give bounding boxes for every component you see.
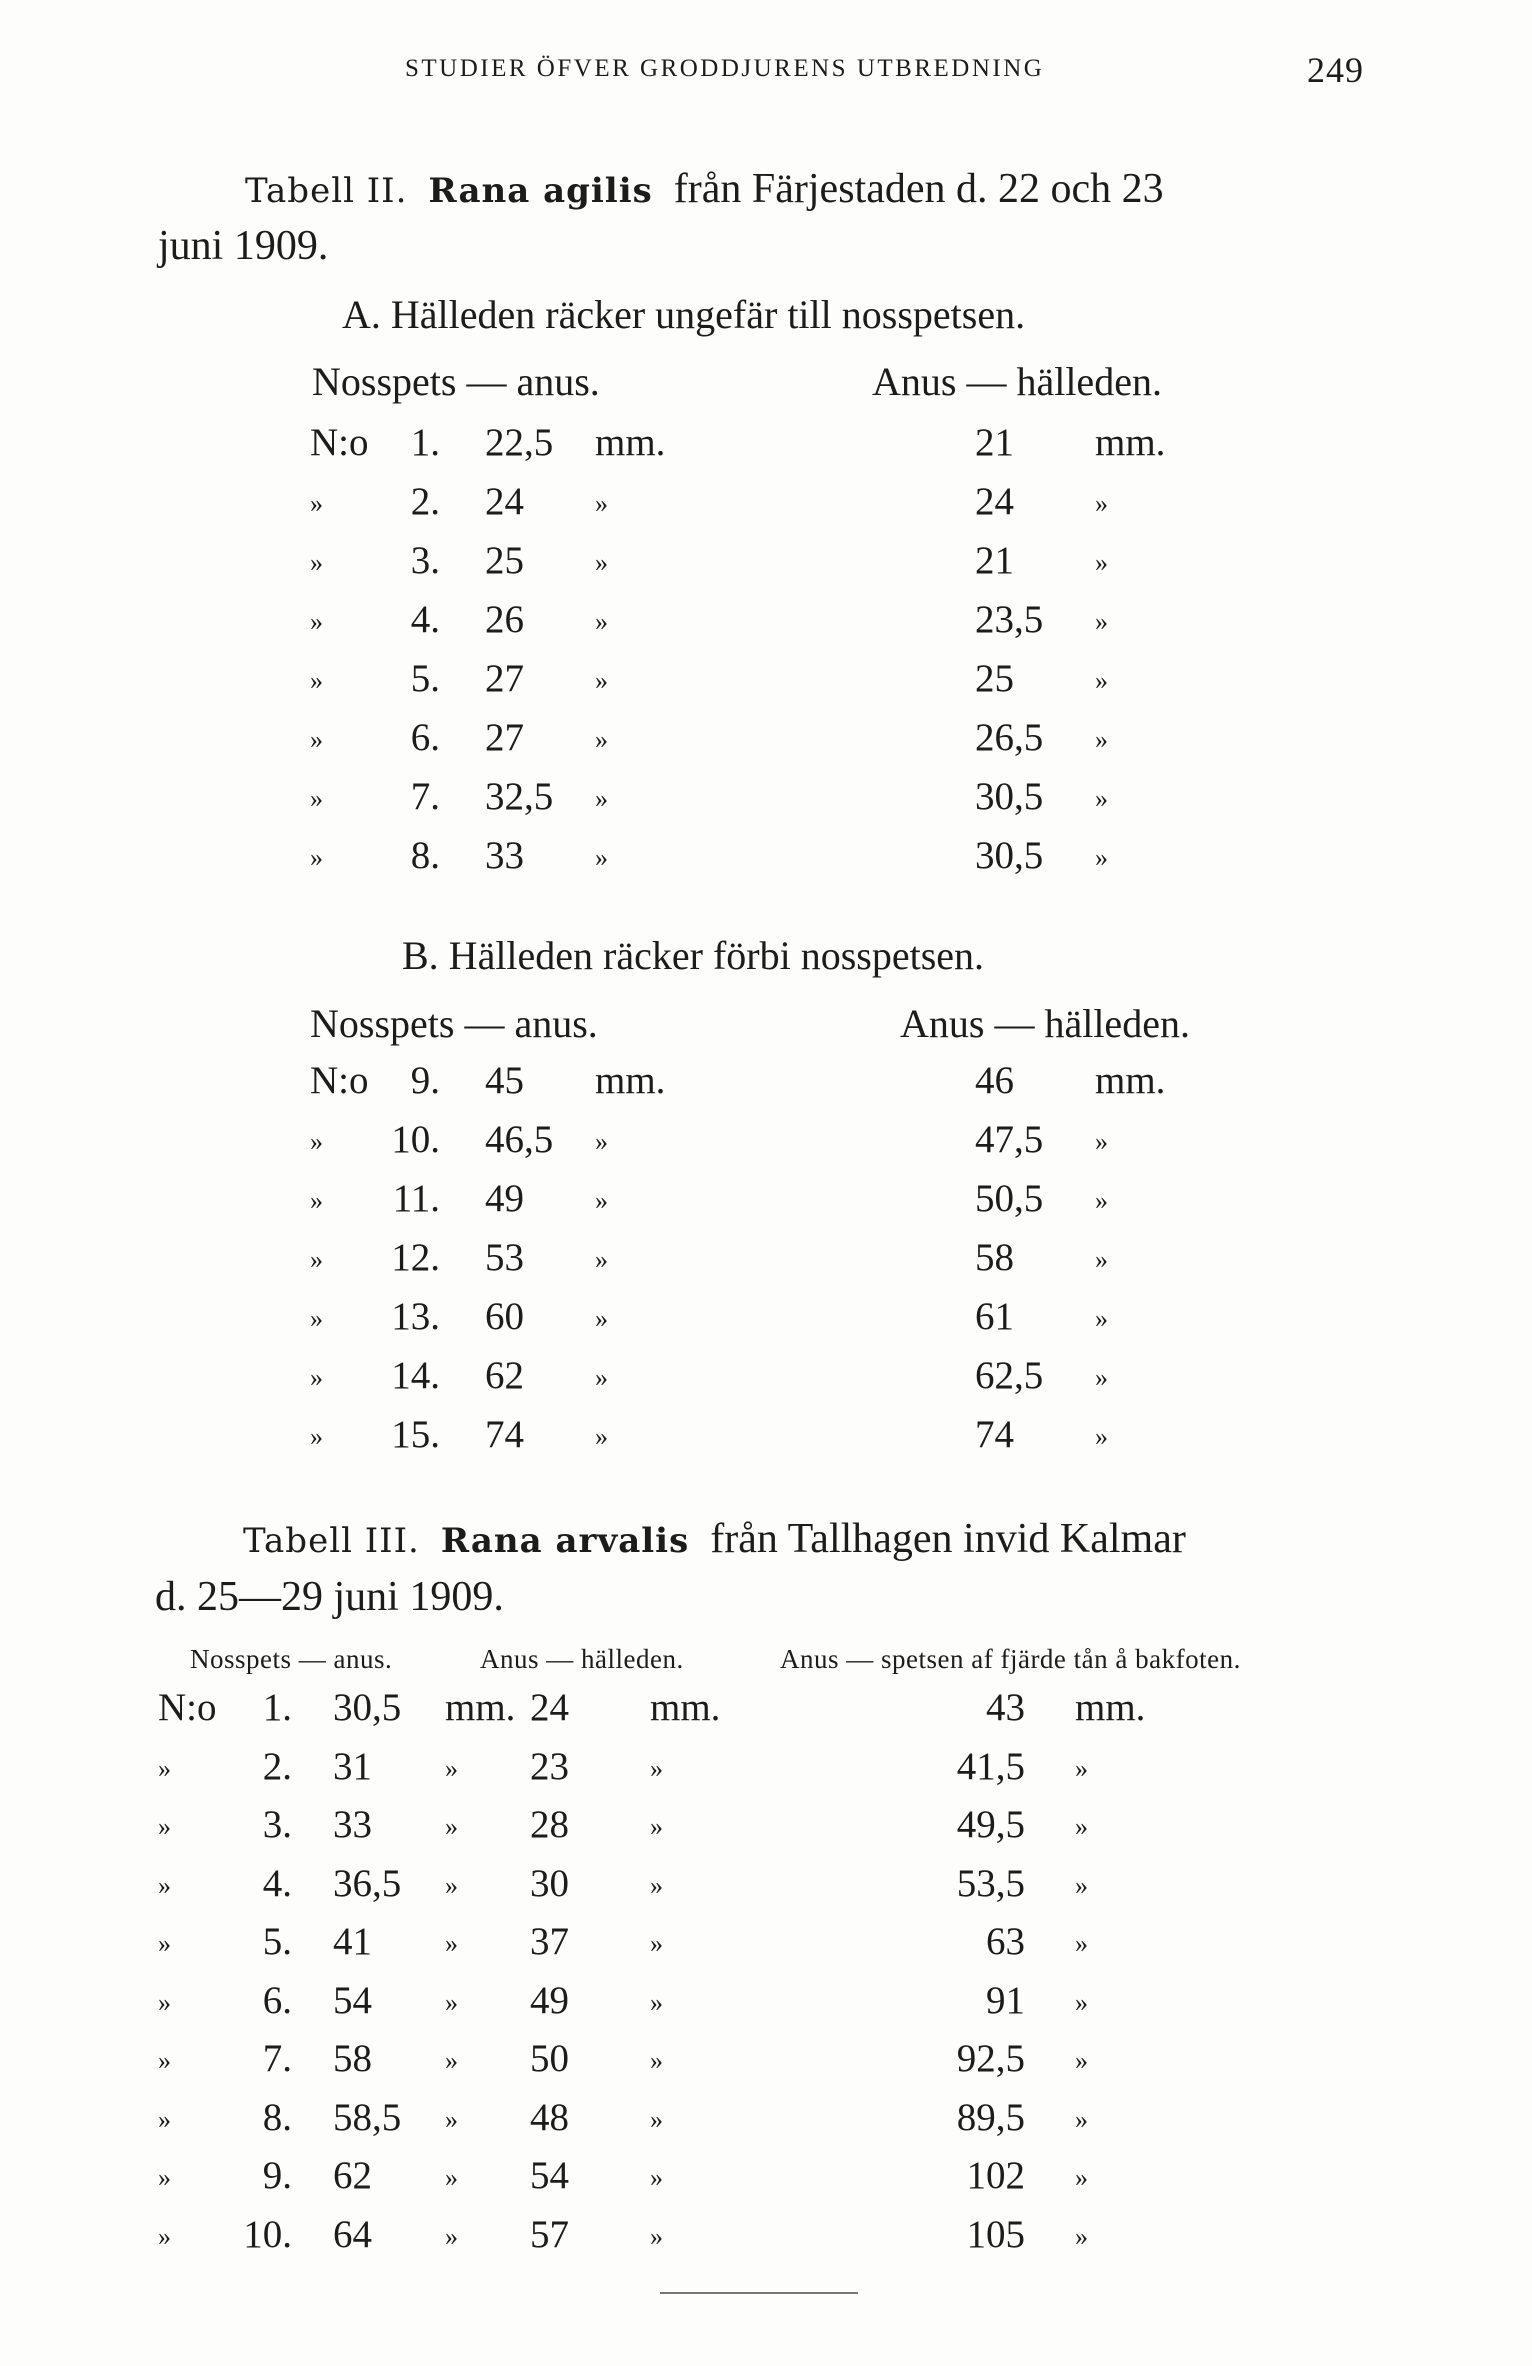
anus-halleden-unit: »: [1095, 784, 1108, 813]
anus-halleden-unit: mm.: [1095, 421, 1166, 464]
nosspets-anus-value: 32,5: [485, 775, 554, 818]
nosspets-anus-value: 33: [333, 1803, 372, 1846]
anus-fourth-toe-value: 102: [966, 2154, 1025, 2197]
row-prefix: »: [310, 725, 323, 754]
row-number: 10.: [243, 2212, 292, 2256]
anus-halleden-unit: mm.: [1095, 1059, 1166, 1102]
anus-halleden-unit: »: [1095, 1245, 1108, 1274]
table-row: [0, 656, 1532, 706]
anus-halleden-unit: »: [1095, 489, 1108, 518]
anus-halleden-unit: »: [1095, 666, 1108, 695]
row-number: 4.: [410, 598, 440, 641]
nosspets-anus-value: 53: [485, 1236, 524, 1279]
nosspets-anus-unit: »: [595, 1127, 608, 1156]
anus-halleden-unit: »: [1095, 1422, 1108, 1451]
anus-halleden-value: 57: [530, 2212, 569, 2256]
table3-caption: [243, 1515, 1186, 1563]
row-prefix: »: [310, 1422, 323, 1451]
table-row: [0, 1685, 1532, 1735]
row-prefix: »: [310, 607, 323, 636]
table-row: [0, 1058, 1532, 1108]
anus-halleden-unit: »: [650, 1812, 663, 1841]
anus-halleden-value: 24: [530, 1686, 569, 1729]
table3-col1-header: Nosspets — anus.: [190, 1644, 393, 1674]
anus-halleden-unit: »: [1095, 843, 1108, 872]
anus-fourth-toe-unit: »: [1075, 1753, 1088, 1783]
section-a-heading: A. Hälleden räcker ungefär till nosspetsen.: [342, 292, 1026, 337]
table3-caption-rest: från Tallhagen invid Kalmar: [710, 1516, 1186, 1562]
row-prefix: N:o: [310, 1059, 369, 1102]
nosspets-anus-unit: »: [445, 1812, 458, 1841]
nosspets-anus-value: 46,5: [485, 1118, 554, 1161]
anus-halleden-value: 23: [530, 1744, 569, 1788]
anus-halleden-value: 61: [975, 1295, 1014, 1338]
anus-halleden-value: 54: [530, 2154, 569, 2197]
row-number: 13.: [391, 1295, 440, 1338]
nosspets-anus-unit: »: [445, 2104, 458, 2134]
anus-halleden-unit: »: [650, 1870, 663, 1900]
anus-halleden-unit: »: [650, 2104, 663, 2134]
table-row: [0, 774, 1532, 824]
nosspets-anus-unit: mm.: [445, 1686, 516, 1729]
anus-fourth-toe-value: 91: [986, 1978, 1025, 2022]
anus-halleden-value: 30,5: [975, 834, 1044, 877]
anus-halleden-unit: »: [1095, 1304, 1108, 1333]
table-row: [0, 1353, 1532, 1403]
nosspets-anus-unit: »: [595, 1363, 608, 1392]
anus-fourth-toe-unit: »: [1075, 1812, 1088, 1841]
section-a-col2-header: Anus — hälleden.: [872, 359, 1162, 404]
anus-halleden-unit: »: [650, 2163, 663, 2192]
table-row: [0, 2153, 1532, 2203]
row-prefix: »: [158, 2104, 171, 2134]
nosspets-anus-value: 31: [333, 1744, 372, 1788]
table-row: [0, 2212, 1532, 2262]
anus-halleden-unit: »: [650, 2221, 663, 2251]
table-row: [0, 1294, 1532, 1344]
anus-halleden-unit: »: [650, 1929, 663, 1958]
nosspets-anus-unit: »: [595, 1186, 608, 1215]
table-row: [0, 479, 1532, 529]
nosspets-anus-unit: mm.: [595, 421, 666, 464]
nosspets-anus-value: 74: [485, 1413, 524, 1456]
nosspets-anus-value: 27: [485, 657, 524, 700]
anus-halleden-value: 30: [530, 1861, 569, 1905]
anus-halleden-unit: »: [1095, 1186, 1108, 1215]
table-row: [0, 833, 1532, 883]
table-row: [0, 1117, 1532, 1167]
section-a-col1-header: Nosspets — anus.: [312, 359, 600, 404]
anus-fourth-toe-value: 49,5: [956, 1803, 1025, 1846]
row-prefix: »: [310, 548, 323, 577]
table3-label: Tabell III.: [243, 1521, 420, 1561]
anus-halleden-unit: »: [1095, 1127, 1108, 1156]
row-prefix: »: [158, 2221, 171, 2251]
row-number: 2.: [410, 480, 440, 523]
row-prefix: »: [158, 1753, 171, 1783]
nosspets-anus-unit: »: [445, 1870, 458, 1900]
nosspets-anus-value: 33: [485, 834, 524, 877]
nosspets-anus-value: 30,5: [333, 1686, 402, 1729]
nosspets-anus-unit: »: [445, 2163, 458, 2192]
nosspets-anus-value: 58: [333, 2037, 372, 2080]
row-number: 14.: [391, 1354, 440, 1397]
table-row: [0, 1802, 1532, 1852]
table2-label: Tabell II.: [245, 171, 408, 211]
anus-halleden-value: 49: [530, 1978, 569, 2022]
anus-fourth-toe-unit: »: [1075, 2046, 1088, 2075]
anus-halleden-value: 37: [530, 1920, 569, 1963]
anus-halleden-unit: »: [1095, 607, 1108, 636]
row-number: 11.: [392, 1177, 440, 1220]
nosspets-anus-unit: »: [595, 607, 608, 636]
table2-species: Rana agilis: [428, 171, 653, 211]
nosspets-anus-unit: »: [595, 548, 608, 577]
row-number: 3.: [262, 1803, 292, 1846]
table3-species: Rana arvalis: [440, 1521, 690, 1561]
row-number: 5.: [262, 1920, 292, 1963]
running-head-title: STUDIER ÖFVER GRODDJURENS UTBREDNING: [405, 55, 1045, 82]
row-number: 7.: [262, 2037, 292, 2080]
nosspets-anus-unit: »: [595, 1304, 608, 1333]
row-prefix: »: [310, 1363, 323, 1392]
row-number: 15.: [391, 1413, 440, 1456]
table3-col2-header: Anus — hälleden.: [480, 1644, 684, 1674]
row-number: 6.: [410, 716, 440, 759]
nosspets-anus-unit: »: [595, 1245, 608, 1274]
row-prefix: »: [158, 1812, 171, 1841]
table2-caption-rest: från Färjestaden d. 22 och 23: [673, 166, 1164, 212]
table-row: [0, 1744, 1532, 1794]
anus-fourth-toe-value: 92,5: [956, 2037, 1025, 2080]
nosspets-anus-unit: »: [595, 784, 608, 813]
anus-halleden-value: 25: [975, 657, 1014, 700]
row-prefix: »: [310, 784, 323, 813]
nosspets-anus-unit: »: [445, 1987, 458, 2017]
row-number: 8.: [410, 834, 440, 877]
row-number: 9.: [262, 2154, 292, 2197]
anus-fourth-toe-value: 63: [986, 1920, 1025, 1963]
nosspets-anus-value: 41: [333, 1920, 372, 1963]
anus-halleden-value: 28: [530, 1803, 569, 1846]
row-prefix: »: [158, 1929, 171, 1958]
anus-fourth-toe-unit: »: [1075, 1870, 1088, 1900]
nosspets-anus-value: 60: [485, 1295, 524, 1338]
nosspets-anus-unit: »: [445, 2046, 458, 2075]
page-number: 249: [1307, 50, 1364, 90]
row-number: 8.: [262, 2095, 292, 2139]
row-number: 1.: [410, 421, 440, 464]
row-prefix: »: [310, 843, 323, 872]
nosspets-anus-value: 25: [485, 539, 524, 582]
nosspets-anus-value: 62: [485, 1354, 524, 1397]
row-number: 10.: [391, 1118, 440, 1161]
row-number: 9.: [410, 1059, 440, 1102]
row-prefix: »: [310, 666, 323, 695]
nosspets-anus-value: 62: [333, 2154, 372, 2197]
row-number: 1.: [262, 1686, 292, 1729]
nosspets-anus-unit: »: [445, 1929, 458, 1958]
anus-fourth-toe-value: 89,5: [956, 2095, 1025, 2139]
table2-caption: [245, 165, 1164, 213]
row-prefix: »: [310, 1245, 323, 1274]
anus-halleden-value: 24: [975, 480, 1014, 523]
nosspets-anus-value: 36,5: [333, 1861, 402, 1905]
anus-fourth-toe-value: 105: [966, 2212, 1025, 2256]
anus-halleden-value: 26,5: [975, 716, 1044, 759]
row-prefix: »: [310, 489, 323, 518]
anus-fourth-toe-unit: »: [1075, 2163, 1088, 2192]
row-prefix: »: [158, 1870, 171, 1900]
anus-fourth-toe-value: 43: [986, 1686, 1025, 1729]
anus-fourth-toe-unit: »: [1075, 1987, 1088, 2017]
anus-fourth-toe-value: 53,5: [956, 1861, 1025, 1905]
anus-halleden-value: 74: [975, 1413, 1014, 1456]
anus-halleden-unit: »: [1095, 548, 1108, 577]
nosspets-anus-unit: »: [595, 666, 608, 695]
anus-fourth-toe-unit: mm.: [1075, 1686, 1146, 1729]
nosspets-anus-unit: mm.: [595, 1059, 666, 1102]
section-b-col1-header: Nosspets — anus.: [310, 1001, 598, 1046]
nosspets-anus-unit: »: [445, 2221, 458, 2251]
table2-caption-line2: juni 1909.: [158, 223, 329, 269]
table-row: [0, 1176, 1532, 1226]
nosspets-anus-value: 24: [485, 480, 524, 523]
anus-halleden-value: 50: [530, 2037, 569, 2080]
anus-halleden-unit: »: [650, 2046, 663, 2075]
section-b-col2-header: Anus — hälleden.: [900, 1001, 1190, 1046]
nosspets-anus-unit: »: [445, 1753, 458, 1783]
anus-halleden-value: 62,5: [975, 1354, 1044, 1397]
nosspets-anus-unit: »: [595, 489, 608, 518]
anus-halleden-value: 46: [975, 1059, 1014, 1102]
row-number: 12.: [391, 1236, 440, 1279]
row-prefix: »: [158, 2163, 171, 2192]
anus-fourth-toe-unit: »: [1075, 1929, 1088, 1958]
table3-caption-line2: d. 25—29 juni 1909.: [155, 1574, 504, 1620]
anus-halleden-value: 23,5: [975, 598, 1044, 641]
nosspets-anus-value: 27: [485, 716, 524, 759]
table-row: [0, 1978, 1532, 2028]
table-row: [0, 420, 1532, 470]
anus-fourth-toe-value: 41,5: [956, 1744, 1025, 1788]
anus-halleden-value: 30,5: [975, 775, 1044, 818]
row-prefix: »: [158, 1987, 171, 2017]
anus-fourth-toe-unit: »: [1075, 2104, 1088, 2134]
row-number: 3.: [410, 539, 440, 582]
section-b-heading: B. Hälleden räcker förbi nosspetsen.: [402, 933, 985, 978]
row-number: 5.: [410, 657, 440, 700]
anus-halleden-value: 58: [975, 1236, 1014, 1279]
nosspets-anus-value: 58,5: [333, 2095, 402, 2139]
footer-rule: [660, 2292, 858, 2294]
nosspets-anus-value: 49: [485, 1177, 524, 1220]
anus-halleden-unit: »: [650, 1753, 663, 1783]
row-number: 2.: [262, 1744, 292, 1788]
row-number: 4.: [262, 1861, 292, 1905]
row-number: 7.: [410, 775, 440, 818]
nosspets-anus-unit: »: [595, 843, 608, 872]
anus-halleden-value: 50,5: [975, 1177, 1044, 1220]
table-row: [0, 1235, 1532, 1285]
nosspets-anus-unit: »: [595, 725, 608, 754]
row-prefix: N:o: [310, 421, 369, 464]
table-row: [0, 2095, 1532, 2145]
nosspets-anus-value: 54: [333, 1978, 372, 2022]
table-row: [0, 1861, 1532, 1911]
anus-halleden-value: 48: [530, 2095, 569, 2139]
row-number: 6.: [262, 1978, 292, 2022]
nosspets-anus-value: 64: [333, 2212, 372, 2256]
table-row: [0, 1412, 1532, 1462]
nosspets-anus-value: 45: [485, 1059, 524, 1102]
row-prefix: N:o: [158, 1686, 217, 1729]
table3-col3-header: Anus — spetsen af fjärde tån å bakfoten.: [780, 1644, 1241, 1674]
table-row: [0, 2036, 1532, 2086]
table-row: [0, 1919, 1532, 1969]
row-prefix: »: [310, 1186, 323, 1215]
nosspets-anus-value: 26: [485, 598, 524, 641]
anus-halleden-value: 21: [975, 421, 1014, 464]
anus-halleden-unit: »: [1095, 725, 1108, 754]
anus-halleden-value: 21: [975, 539, 1014, 582]
row-prefix: »: [158, 2046, 171, 2075]
nosspets-anus-value: 22,5: [485, 421, 554, 464]
anus-halleden-value: 47,5: [975, 1118, 1044, 1161]
anus-halleden-unit: mm.: [650, 1686, 721, 1729]
anus-fourth-toe-unit: »: [1075, 2221, 1088, 2251]
anus-halleden-unit: »: [650, 1987, 663, 2017]
row-prefix: »: [310, 1127, 323, 1156]
anus-halleden-unit: »: [1095, 1363, 1108, 1392]
table-row: [0, 715, 1532, 765]
table-row: [0, 597, 1532, 647]
table-row: [0, 538, 1532, 588]
row-prefix: »: [310, 1304, 323, 1333]
nosspets-anus-unit: »: [595, 1422, 608, 1451]
